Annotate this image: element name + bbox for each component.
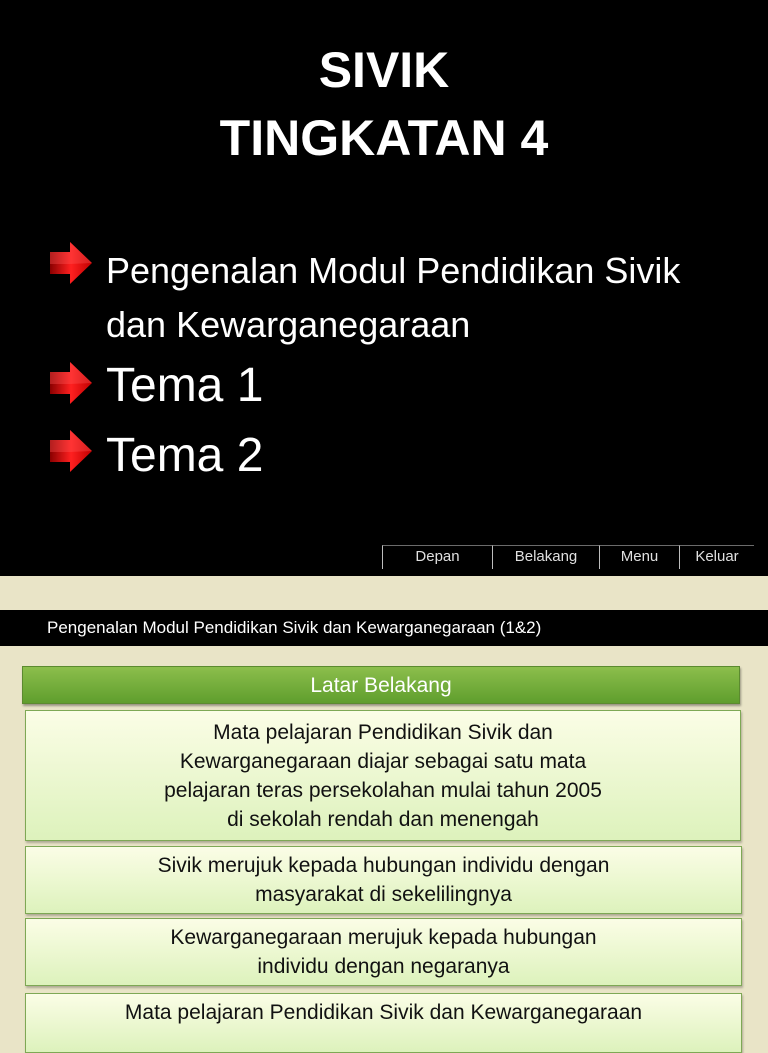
red-arrow-icon [48,360,94,406]
slide-latar-belakang [0,610,768,1024]
bullet-label: Tema 2 [106,429,264,482]
title-line-2: TINGKATAN 4 [219,110,549,166]
red-arrow-icon [48,428,94,474]
bullet-tema-2[interactable] [48,428,263,484]
slide-header: Pengenalan Modul Pendidikan Sivik dan Kewarganegaraan (1&2) [0,610,768,646]
info-box: Sivik merujuk kepada hubungan individu dengan masyarakat di sekelilingnya [25,846,742,914]
bullet-tema-1[interactable] [48,360,263,412]
menu-button[interactable]: Menu [599,545,679,569]
bullet-pengenalan[interactable] [48,240,726,352]
info-box: Kewarganegaraan merujuk kepada hubungan individu dengan negaranya [25,918,742,986]
bullet-label: Tema 1 [106,359,264,412]
slide-nav-bar [382,545,754,569]
info-box: Mata pelajaran Pendidikan Sivik dan Kewarganegaraan diajar sebagai satu mata pelajaran teras persekolahan mulai tahun 2005 di sekolah rendah dan menengah [25,710,741,841]
bullet-label: Pengenalan Modul Pendidikan Sivik dan Kewarganegaraan [106,250,681,345]
info-box: Mata pelajaran Pendidikan Sivik dan Kewarganegaraan [25,993,742,1053]
belakang-button[interactable]: Belakang [492,545,599,569]
title-line-1: SIVIK [318,42,450,98]
red-arrow-icon [48,240,94,286]
depan-button[interactable]: Depan [382,545,492,569]
slide-heading [0,36,768,172]
section-title: Latar Belakang [22,666,740,704]
keluar-button[interactable]: Keluar [679,545,754,569]
